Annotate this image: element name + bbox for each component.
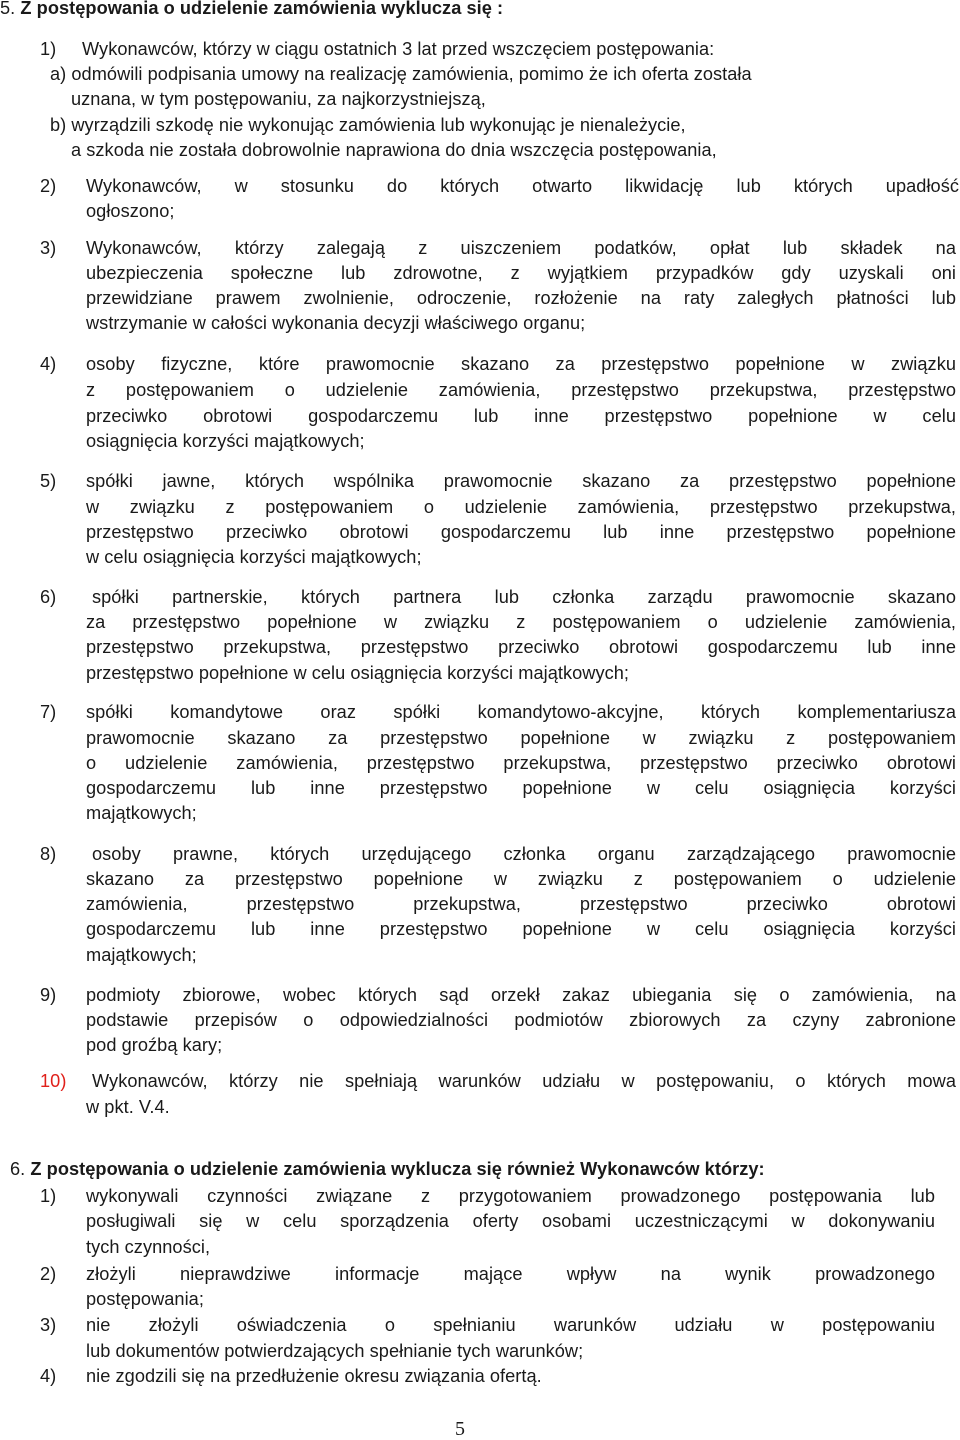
- list-text: spółki partnerskie, których partnera lub członka zarządu prawomocnie skazano: [92, 587, 956, 607]
- list-text: osiągnięcia korzyści majątkowych;: [86, 431, 365, 451]
- list-text: przestępstwo przeciwko obrotowi gospodarczemu lub inne przestępstwo popełnione: [86, 522, 956, 542]
- list-text: w celu osiągnięcia korzyści majątkowych;: [86, 547, 422, 567]
- list-text: postępowania;: [86, 1289, 204, 1309]
- list-text: skazano za przestępstwo popełnione w związku z postępowaniem o udzielenie: [86, 869, 956, 889]
- list-text: wstrzymanie w całości wykonania decyzji właściwego organu;: [86, 313, 586, 333]
- list-text: zamówienia, przestępstwo przekupstwa, przestępstwo przeciwko obrotowi: [86, 894, 956, 914]
- list-text: a szkoda nie została dobrowolnie naprawiona do dnia wszczęcia postępowania,: [71, 140, 717, 160]
- list-text: złożyli nieprawdziwe informacje mające wpływ na wynik prowadzonego: [86, 1264, 935, 1284]
- list-text: podmioty zbiorowe, wobec których sąd orzekł zakaz ubiegania się o zamówienia, na: [86, 985, 956, 1005]
- section-6-heading: [10, 1157, 765, 1182]
- list-text: przestępstwo popełnione w celu osiągnięcia korzyści majątkowych;: [86, 663, 630, 683]
- section-5-number: 5.: [0, 0, 16, 18]
- list-text: przeciwko obrotowi gospodarczemu lub inne przestępstwo popełnione w celu: [86, 406, 956, 426]
- list-text: ubezpieczenia społeczne lub zdrowotne, z wyjątkiem przypadków gdy uzyskali oni: [86, 263, 956, 283]
- list-text: spółki komandytowe oraz spółki komandytowo-akcyjne, których komplementariusza: [86, 702, 956, 722]
- page-number: 5: [455, 1418, 465, 1440]
- sub-item-a: a) odmówili podpisania umowy na realizację zamówienia, pomimo że ich oferta została: [50, 64, 752, 84]
- list-number: 3): [40, 238, 57, 258]
- section-6-title: Z postępowania o udzielenie zamówienia wyklucza się również Wykonawców którzy:: [30, 1159, 765, 1179]
- list-number: 4): [40, 1366, 57, 1386]
- list-text: tych czynności,: [86, 1237, 211, 1257]
- section-5-heading: [0, 0, 503, 21]
- list-number: 2): [40, 1264, 57, 1284]
- list-number: 1): [40, 39, 57, 59]
- list-number: 6): [40, 587, 57, 607]
- list-text: osoby prawne, których urzędującego członka organu zarządzającego prawomocnie: [92, 844, 956, 864]
- list-text: prawomocnie skazano za przestępstwo popełnione w związku z postępowaniem: [86, 728, 956, 748]
- list-text: Wykonawców, którzy zalegają z uiszczeniem podatków, opłat lub składek na: [86, 238, 956, 258]
- list-text: gospodarczemu lub inne przestępstwo popełnione w celu osiągnięcia korzyści: [86, 778, 956, 798]
- list-text: ogłoszono;: [86, 201, 175, 221]
- list-text: majątkowych;: [86, 803, 197, 823]
- list-text: majątkowych;: [86, 945, 197, 965]
- section-6-number: 6.: [10, 1159, 26, 1179]
- list-number-highlighted: 10): [40, 1071, 67, 1091]
- list-text: w związku z postępowaniem o udzielenie zamówienia, przestępstwo przekupstwa,: [86, 497, 956, 517]
- list-text: przestępstwo przekupstwa, przestępstwo przeciwko obrotowi gospodarczemu lub inne: [86, 637, 956, 657]
- list-text: uznana, w tym postępowaniu, za najkorzystniejszą,: [71, 89, 486, 109]
- section-5-title: Z postępowania o udzielenie zamówienia wyklucza się :: [20, 0, 504, 18]
- list-number: 3): [40, 1315, 57, 1335]
- list-text: Wykonawców, którzy w ciągu ostatnich 3 lat przed wszczęciem postępowania:: [82, 39, 715, 59]
- list-number: 9): [40, 985, 57, 1005]
- list-number: 8): [40, 844, 57, 864]
- list-text: gospodarczemu lub inne przestępstwo popełnione w celu osiągnięcia korzyści: [86, 919, 956, 939]
- list-text: spółki jawne, których wspólnika prawomocnie skazano za przestępstwo popełnione: [86, 471, 956, 491]
- list-text: osoby fizyczne, które prawomocnie skazano za przestępstwo popełnione w związku: [86, 354, 956, 374]
- list-number: 2): [40, 176, 57, 196]
- list-text: z postępowaniem o udzielenie zamówienia, przestępstwo przekupstwa, przestępstwo: [86, 380, 956, 400]
- list-text: pod groźbą kary;: [86, 1035, 223, 1055]
- list-number: 4): [40, 354, 57, 374]
- list-text: o udzielenie zamówienia, przestępstwo przekupstwa, przestępstwo przeciwko obrotowi: [86, 753, 956, 773]
- list-text: za przestępstwo popełnione w związku z postępowaniem o udzielenie zamówienia,: [86, 612, 956, 632]
- list-text: lub dokumentów potwierdzających spełnianie tych warunków;: [86, 1341, 584, 1361]
- list-number: 7): [40, 702, 57, 722]
- list-text: Wykonawców, w stosunku do których otwarto likwidację lub których upadłość: [86, 176, 959, 196]
- list-text: nie zgodzili się na przedłużenie okresu związania ofertą.: [86, 1366, 542, 1386]
- list-text: podstawie przepisów o odpowiedzialności podmiotów zbiorowych za czyny zabronione: [86, 1010, 956, 1030]
- list-text: przewidziane prawem zwolnienie, odroczenie, rozłożenie na raty zaległych płatności lub: [86, 288, 956, 308]
- list-text: Wykonawców, którzy nie spełniają warunków udziału w postępowaniu, o których mowa: [92, 1071, 956, 1091]
- list-text: wykonywali czynności związane z przygotowaniem prowadzonego postępowania lub: [86, 1186, 935, 1206]
- list-text: posługiwali się w celu sporządzenia oferty osobami uczestniczącymi w dokonywaniu: [86, 1211, 935, 1231]
- list-text: nie złożyli oświadczenia o spełnianiu warunków udziału w postępowaniu: [86, 1315, 935, 1335]
- list-number: 5): [40, 471, 57, 491]
- sub-item-b: b) wyrządzili szkodę nie wykonując zamówienia lub wykonując je nienależycie,: [50, 115, 686, 135]
- list-number: 1): [40, 1186, 57, 1206]
- list-text: w pkt. V.4.: [86, 1097, 170, 1117]
